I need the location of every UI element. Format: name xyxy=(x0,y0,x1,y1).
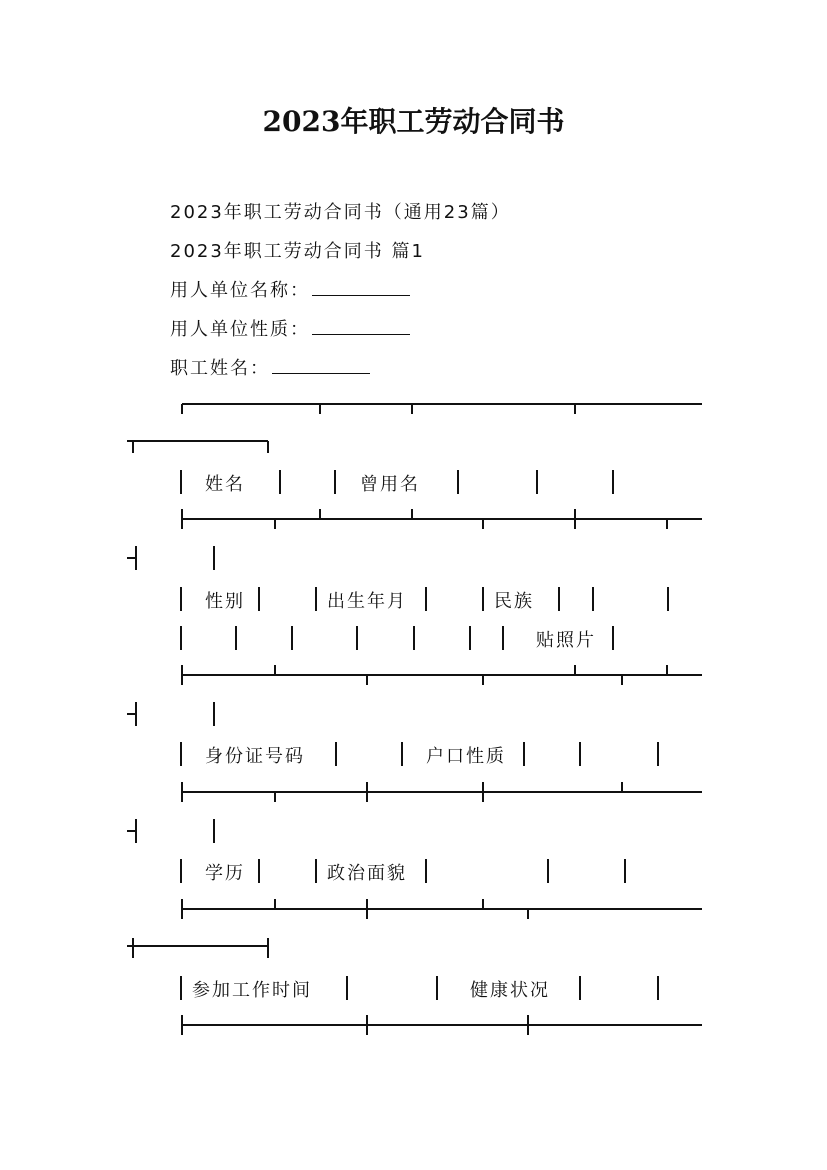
table-border-6 xyxy=(182,1015,702,1035)
cell-former-name: 曾用名 xyxy=(360,474,420,495)
table-border-4 xyxy=(127,782,702,843)
cell-health: 健康状况 xyxy=(470,980,550,1001)
cell-id-number: 身份证号码 xyxy=(205,746,305,767)
employer-type-label: 用人单位性质： xyxy=(170,319,310,340)
cell-photo: 贴照片 xyxy=(536,630,596,651)
table-border-3 xyxy=(127,665,702,726)
employer-name-label: 用人单位名称： xyxy=(170,280,310,301)
cell-education: 学历 xyxy=(205,863,245,884)
table-row-3 xyxy=(181,742,658,767)
employee-name-label: 职工姓名： xyxy=(170,358,270,379)
table-border-5 xyxy=(127,899,702,958)
table-row-1 xyxy=(181,470,613,495)
cell-work-start: 参加工作时间 xyxy=(192,980,312,1001)
table-border-2 xyxy=(127,509,702,570)
document-title: 2023年职工劳动合同书 xyxy=(262,105,565,138)
document-subtitle: 2023年职工劳动合同书（通用23篇） xyxy=(170,202,511,223)
table-border-top xyxy=(127,404,702,453)
cell-political-status: 政治面貌 xyxy=(327,863,407,884)
table-row-2 xyxy=(181,587,668,651)
table-row-4 xyxy=(181,859,625,884)
table-row-5 xyxy=(181,976,658,1001)
section-heading: 2023年职工劳动合同书 篇1 xyxy=(170,241,425,262)
cell-gender: 性别 xyxy=(205,591,245,612)
cell-name: 姓名 xyxy=(205,474,245,495)
cell-hukou-type: 户口性质 xyxy=(426,746,506,767)
cell-ethnicity: 民族 xyxy=(494,591,534,612)
cell-birth: 出生年月 xyxy=(327,591,407,612)
